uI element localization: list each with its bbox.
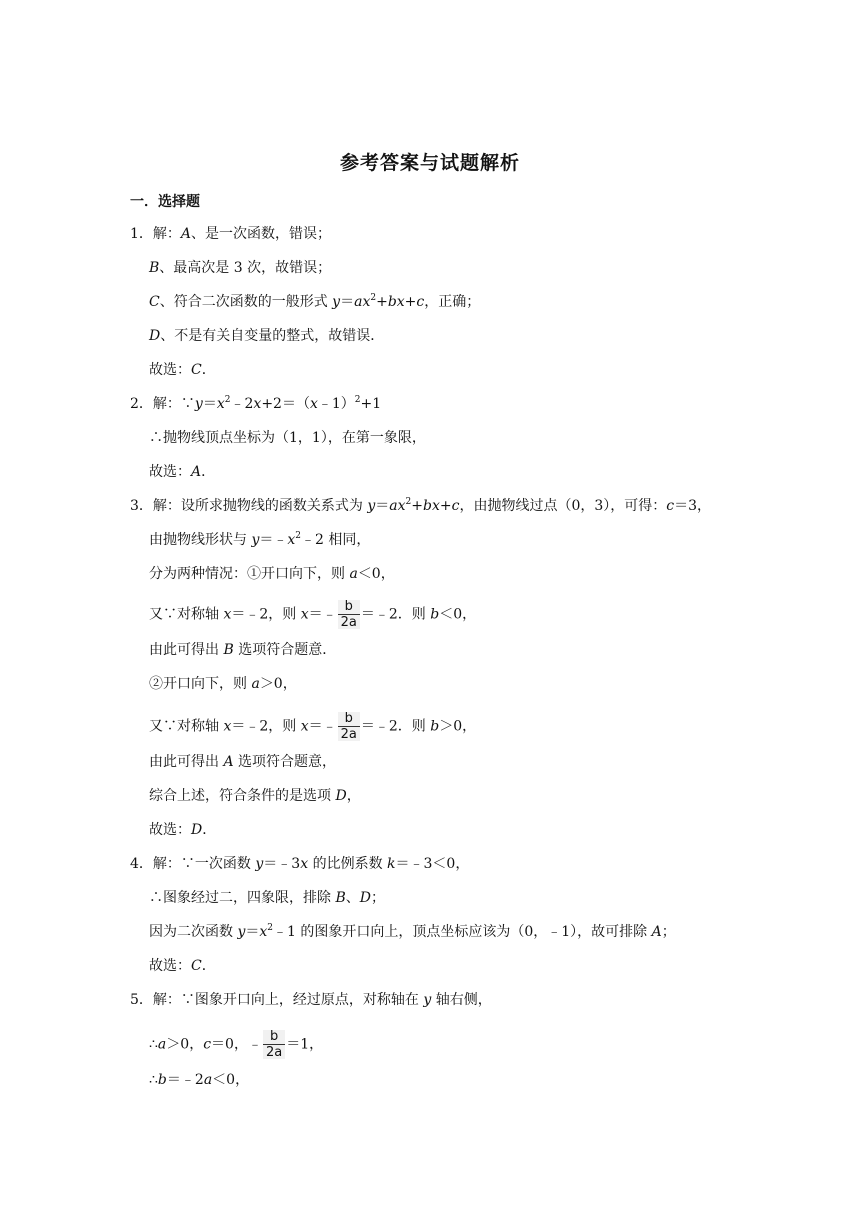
question-number: 1． (130, 226, 153, 242)
q3-line-4: 又∵对称轴 x＝﹣2，则 x＝﹣ $\frac{b}{2a}$ ＝﹣2．则 b＜0， (149, 599, 477, 630)
q1-line-1: 1．解：A、是一次函数，错误； (130, 226, 332, 242)
q4-line-3: 因为二次函数 $y=x^2﹣1$ 的图象开口向上，顶点坐标应该为（0，﹣1），故可排除 A； (149, 923, 676, 940)
q4-line-2: ∴图象经过二，四象限，排除 B、D； (149, 890, 385, 906)
fraction-b-over-2a: $\frac{b}{2a}$ (263, 1030, 285, 1059)
q1-line-2: B、最高次是 3 次，故错误； (149, 260, 332, 276)
q3-line-7: 又∵对称轴 x＝﹣2，则 x＝﹣ $\frac{b}{2a}$ ＝﹣2．则 b＞0， (149, 711, 477, 742)
q5-line-3: ∴b＝﹣2a＜0， (149, 1072, 250, 1088)
fraction-b-over-2a: $\frac{b}{2a}$ (338, 600, 360, 629)
q2-line-2: ∴抛物线顶点坐标为（1，1），在第一象限， (149, 430, 426, 446)
q5-line-2: ∴a＞0，c＝0，﹣ $\frac{b}{2a}$ ＝1， (149, 1029, 324, 1060)
q3-line-6: ②开口向下，则 a＞0， (149, 676, 297, 692)
question-number: 3． (130, 498, 153, 514)
question-number: 5． (130, 992, 153, 1008)
section-heading: 一．选择题 (130, 194, 200, 210)
q3-line-5: 由此可得出 B 选项符合题意． (149, 642, 337, 658)
q1-line-3: C、符合二次函数的一般形式 $y=ax^2+bx+c$，正确； (149, 293, 481, 310)
question-number: 2． (130, 396, 153, 412)
q3-line-8: 由此可得出 A 选项符合题意， (149, 754, 337, 770)
q1-line-5: 故选：C． (149, 362, 216, 378)
q3-line-1: 3．解：设所求抛物线的函数关系式为 $y=ax^2+bx+c$，由抛物线过点（0，3），可得：c＝3， (130, 497, 712, 514)
q5-line-1: 5．解：∵图象开口向上，经过原点，对称轴在 y 轴右侧， (130, 992, 492, 1008)
q4-line-4: 故选：C． (149, 958, 216, 974)
q2-line-1: 2．解：$\because y=x^2﹣2x+2=(x﹣1)^2+1$ (130, 395, 382, 412)
fraction-b-over-2a: $\frac{b}{2a}$ (338, 712, 360, 741)
q3-line-9: 综合上述，符合条件的是选项 D， (149, 788, 361, 804)
q3-line-10: 故选：D． (149, 822, 217, 838)
q3-line-2: 由抛物线形状与 $y=﹣x^2﹣2$ 相同， (149, 531, 371, 548)
page-title: 参考答案与试题解析 (339, 152, 520, 174)
q3-line-3: 分为两种情况：①开口向下，则 a＜0， (149, 566, 395, 582)
q2-line-3: 故选：A． (149, 464, 216, 480)
q4-line-1: 4．解：∵一次函数 y＝﹣3x 的比例系数 k＝﹣3＜0， (130, 856, 470, 872)
q1-line-4: D、不是有关自变量的整式，故错误． (149, 328, 385, 344)
question-number: 4． (130, 856, 153, 872)
